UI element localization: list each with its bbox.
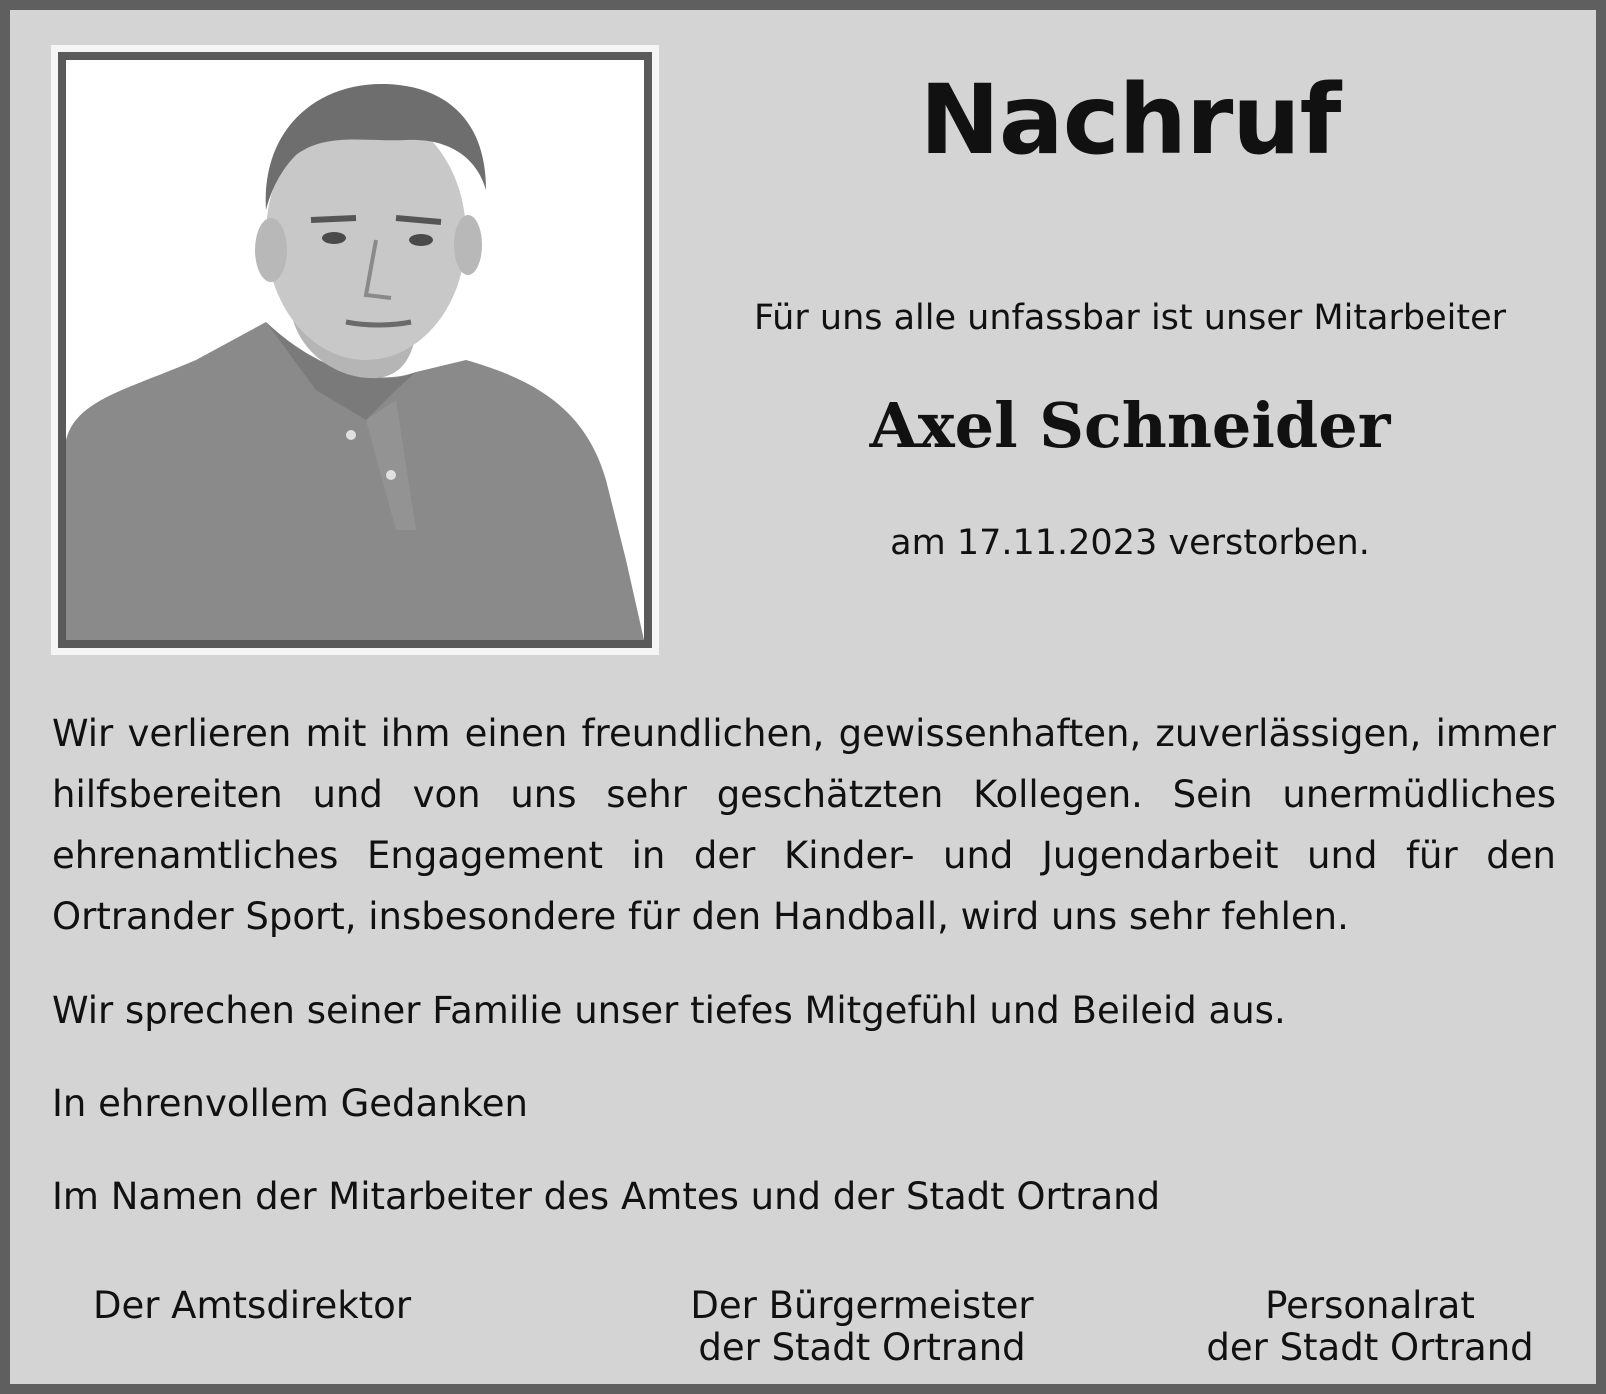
date-of-death: am 17.11.2023 verstorben. — [890, 523, 1370, 563]
condolence-text: Wir sprechen seiner Familie unser tiefes Mitgefühl und Beileid aus. — [52, 989, 1286, 1032]
signatory-title: Der Bürgermeister — [690, 1284, 1034, 1327]
signatory-title: Personalrat — [1265, 1284, 1475, 1327]
signatory-personalrat — [1180, 1285, 1560, 1369]
signatory-title: Der Amtsdirektor — [92, 1284, 412, 1327]
deceased-name: Axel Schneider — [869, 389, 1391, 462]
portrait-photo — [58, 52, 652, 648]
page-title: Nachruf — [919, 64, 1341, 176]
tribute-paragraph: Wir verlieren mit ihm einen freundlichen, gewissenhaften, zuverlässigen, immer hilfsbereiten und von uns sehr geschätzten Kollegen. Sein unermüdliches ehrenamtliches Engagement in der Kinder- und Jugendarbeit und für den Ortrander Sport, insbesondere für den Handball, wird uns sehr fehlen. — [52, 712, 1556, 938]
portrait-frame — [51, 45, 659, 655]
closing-text: In ehrenvollem Gedanken — [52, 1082, 528, 1125]
on-behalf-text: Im Namen der Mitarbeiter des Amtes und der Stadt Ortrand — [52, 1175, 1161, 1218]
signatory-amtsdirektor — [82, 1285, 422, 1327]
signatory-buergermeister — [672, 1285, 1052, 1369]
signatory-subtitle: der Stadt Ortrand — [698, 1326, 1026, 1369]
portrait-illustration — [66, 60, 644, 640]
intro-text: Für uns alle unfassbar ist unser Mitarbeiter — [753, 298, 1507, 338]
signatory-subtitle: der Stadt Ortrand — [1206, 1326, 1534, 1369]
